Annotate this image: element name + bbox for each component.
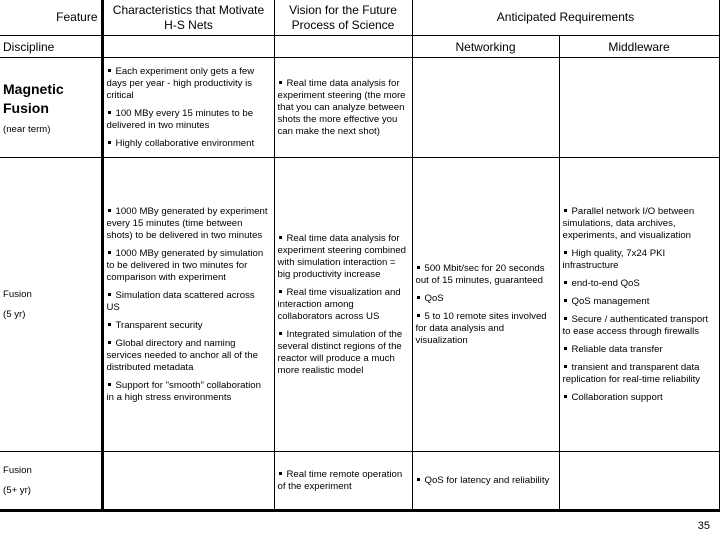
bullet-item — [416, 263, 556, 287]
networking-cell — [412, 452, 559, 511]
middleware-cell — [559, 158, 719, 452]
bullet-icon — [564, 395, 567, 398]
bullet-icon — [108, 141, 111, 144]
bullet-text: Secure / authenticated transport to ease access through firewalls — [562, 313, 709, 337]
bullet-icon — [279, 472, 282, 475]
header-vision: Vision for the Future Process of Science — [274, 0, 412, 36]
bullet-item — [107, 248, 271, 284]
bullet-icon — [564, 317, 567, 320]
bullet-item — [563, 344, 716, 356]
discipline-term: (near term) — [3, 123, 51, 135]
subheader-row — [0, 36, 719, 58]
table-row — [0, 58, 719, 158]
discipline-name: Fusion — [3, 464, 32, 476]
networking-cell — [412, 58, 559, 158]
bullet-item — [563, 278, 716, 290]
header-anticipated-requirements: Anticipated Requirements — [412, 0, 719, 36]
bullet-text: Highly collaborative environment — [115, 137, 255, 149]
bullet-item — [563, 248, 716, 272]
bullet-item — [563, 362, 716, 386]
bullet-icon — [108, 383, 111, 386]
bullet-text: transient and transparent data replication for real-time reliability — [562, 361, 701, 385]
discipline-cell — [0, 452, 102, 511]
bullet-text: High quality, 7x24 PKI infrastructure — [562, 247, 666, 271]
bullet-icon — [564, 365, 567, 368]
discipline-term: (5+ yr) — [3, 484, 31, 496]
bullet-item — [563, 206, 716, 242]
bullet-item — [278, 233, 409, 281]
empty-cell — [274, 36, 412, 58]
header-middleware: Middleware — [559, 36, 719, 58]
bullet-text: Real time data analysis for experiment steering (the more that you can analyze between shots the more effective you can make the next shot) — [277, 77, 406, 137]
vision-cell — [274, 58, 412, 158]
bullet-item — [416, 475, 556, 487]
bullet-item — [563, 296, 716, 308]
bullet-icon — [564, 209, 567, 212]
header-characteristics: Characteristics that Motivate H-S Nets — [102, 0, 274, 36]
bullet-text: Real time remote operation of the experiment — [277, 468, 403, 492]
bullet-text: 100 MBy every 15 minutes to be delivered in two minutes — [106, 107, 254, 131]
bullet-icon — [417, 314, 420, 317]
empty-cell — [102, 36, 274, 58]
characteristics-cell — [102, 158, 274, 452]
bullet-text: Collaboration support — [571, 391, 663, 403]
bullet-icon — [108, 341, 111, 344]
discipline-term: (5 yr) — [3, 308, 26, 320]
discipline-cell — [0, 158, 102, 452]
characteristics-cell — [102, 58, 274, 158]
bullet-icon — [417, 478, 420, 481]
header-networking: Networking — [412, 36, 559, 58]
bullet-text: Real time visualization and interaction among collaborators across US — [277, 286, 401, 322]
bullet-icon — [564, 347, 567, 350]
bullet-text: QoS for latency and reliability — [424, 474, 550, 486]
bullet-icon — [564, 299, 567, 302]
bullet-icon — [417, 266, 420, 269]
table-row — [0, 452, 719, 511]
vision-cell — [274, 158, 412, 452]
header-feature: Feature — [0, 0, 102, 36]
bullet-text: Real time data analysis for experiment steering combined with simulation interaction = big productivity increase — [277, 232, 407, 280]
bullet-item — [278, 78, 409, 138]
bullet-text: Reliable data transfer — [571, 343, 663, 355]
bullet-text: end-to-end QoS — [571, 277, 640, 289]
bullet-item — [107, 66, 271, 102]
bullet-icon — [108, 209, 111, 212]
bullet-text: 1000 MBy generated by experiment every 15 minutes (time between shots) to be delivered in two minutes — [106, 205, 268, 241]
bullet-icon — [108, 111, 111, 114]
bullet-item — [107, 290, 271, 314]
middleware-cell — [559, 58, 719, 158]
bullet-text: QoS — [424, 292, 444, 304]
discipline-name: Fusion — [3, 288, 32, 300]
bullet-item — [416, 311, 556, 347]
bullet-item — [107, 338, 271, 374]
bullet-item — [278, 329, 409, 377]
discipline-cell — [0, 58, 102, 158]
bullet-item — [563, 392, 716, 404]
bullet-text: Global directory and naming services needed to anchor all of the distributed metadata — [106, 337, 258, 373]
bullet-item — [107, 138, 271, 150]
vision-cell — [274, 452, 412, 511]
bullet-item — [278, 287, 409, 323]
bullet-icon — [108, 251, 111, 254]
bullet-icon — [108, 69, 111, 72]
bullet-icon — [564, 281, 567, 284]
bullet-icon — [417, 296, 420, 299]
header-discipline: Discipline — [0, 36, 102, 58]
middleware-cell — [559, 452, 719, 511]
table-row — [0, 158, 719, 452]
bullet-icon — [279, 290, 282, 293]
bullet-item — [563, 314, 716, 338]
bullet-text: 1000 MBy generated by simulation to be delivered in two minutes for comparison with experiment — [106, 247, 264, 283]
bullet-item — [107, 380, 271, 404]
bullet-text: 500 Mbit/sec for 20 seconds out of 15 minutes, guaranteed — [415, 262, 545, 286]
bullet-icon — [564, 251, 567, 254]
bullet-text: 5 to 10 remote sites involved for data analysis and visualization — [415, 310, 547, 346]
bullet-item — [278, 469, 409, 493]
bullet-item — [107, 206, 271, 242]
bullet-text: Integrated simulation of the several distinct regions of the reactor will produce a much more realistic model — [277, 328, 403, 376]
bullet-text: Simulation data scattered across US — [106, 289, 255, 313]
page-number: 35 — [697, 520, 710, 532]
networking-cell — [412, 158, 559, 452]
bullet-text: Each experiment only gets a few days per year - high productivity is critical — [106, 65, 255, 101]
bullet-text: Parallel network I/O between simulations, data archives, experiments, and visualization — [562, 205, 695, 241]
bullet-text: QoS management — [571, 295, 650, 307]
header-row — [0, 0, 719, 36]
bullet-item — [107, 108, 271, 132]
bullet-icon — [279, 332, 282, 335]
bullet-icon — [279, 236, 282, 239]
bullet-icon — [108, 293, 111, 296]
bullet-icon — [108, 323, 111, 326]
bullet-text: Transparent security — [115, 319, 203, 331]
bullet-item — [107, 320, 271, 332]
characteristics-cell — [102, 452, 274, 511]
bullet-text: Support for "smooth" collaboration in a high stress environments — [106, 379, 261, 403]
bullet-item — [416, 293, 556, 305]
discipline-name: Magnetic Fusion — [3, 80, 64, 116]
bullet-icon — [279, 81, 282, 84]
